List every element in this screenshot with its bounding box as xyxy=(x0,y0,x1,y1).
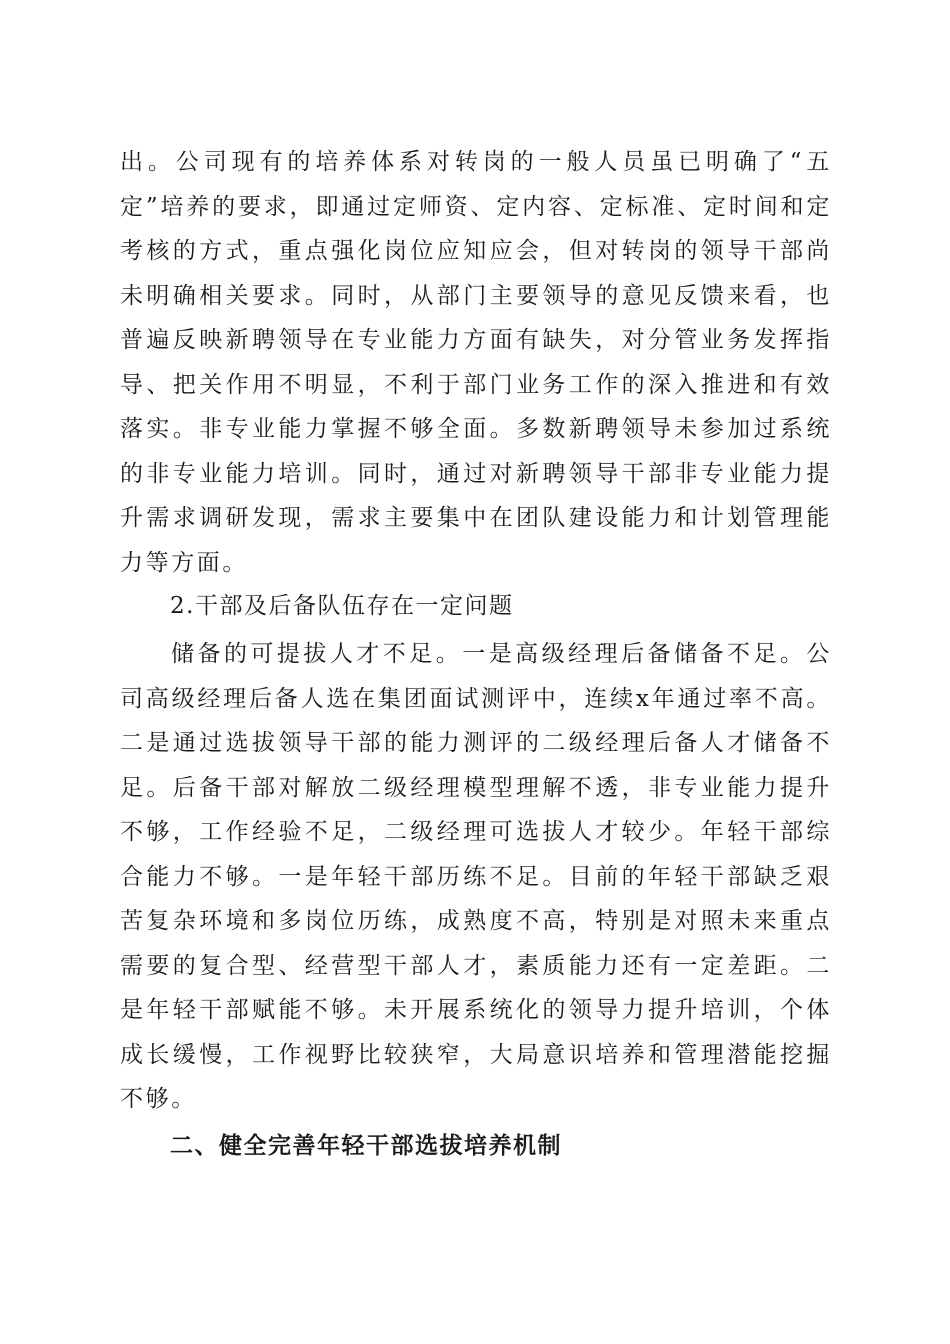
body-paragraph-continued: 出。公司现有的培养体系对转岗的一般人员虽已明确了“五定”培养的要求，即通过定师资、定内容、定标准、定时间和定考核的方式，重点强化岗位应知应会，但对转岗的领导干部尚未明确相关要求。同时，从部门主要领导的意见反馈来看，也普遍反映新聘领导在专业能力方面有缺失，对分管业务发挥指导、把关作用不明显，不利于部门业务工作的深入推进和有效落实。非专业能力掌握不够全面。多数新聘领导未参加过系统的非专业能力培训。同时，通过对新聘领导干部非专业能力提升需求调研发现，需求主要集中在团队建设能力和计划管理能力等方面。 xyxy=(120,149,832,576)
body-paragraph-reserve-talent: 储备的可提拔人才不足。一是高级经理后备储备不足。公司高级经理后备人选在集团面试测评中，连续x年通过率不高。二是通过选拔领导干部的能力测评的二级经理后备人才储备不足。后备干部对解放二级经理模型理解不透，非专业能力提升不够，工作经验不足，二级经理可选拔人才较少。年轻干部综合能力不够。一是年轻干部历练不足。目前的年轻干部缺乏艰苦复杂环境和多岗位历练，成熟度不高，特别是对照未来重点需要的复合型、经营型干部人才，素质能力还有一定差距。二是年轻干部赋能不够。未开展系统化的领导力提升培训，个体成长缓慢，工作视野比较狭窄，大局意识培养和管理潜能挖掘不够。 xyxy=(120,641,832,1112)
sub-heading-cadre-issues: 2.干部及后备队伍存在一定问题 xyxy=(170,593,514,619)
section-heading: 二、健全完善年轻干部选拔培养机制 xyxy=(170,1133,562,1159)
